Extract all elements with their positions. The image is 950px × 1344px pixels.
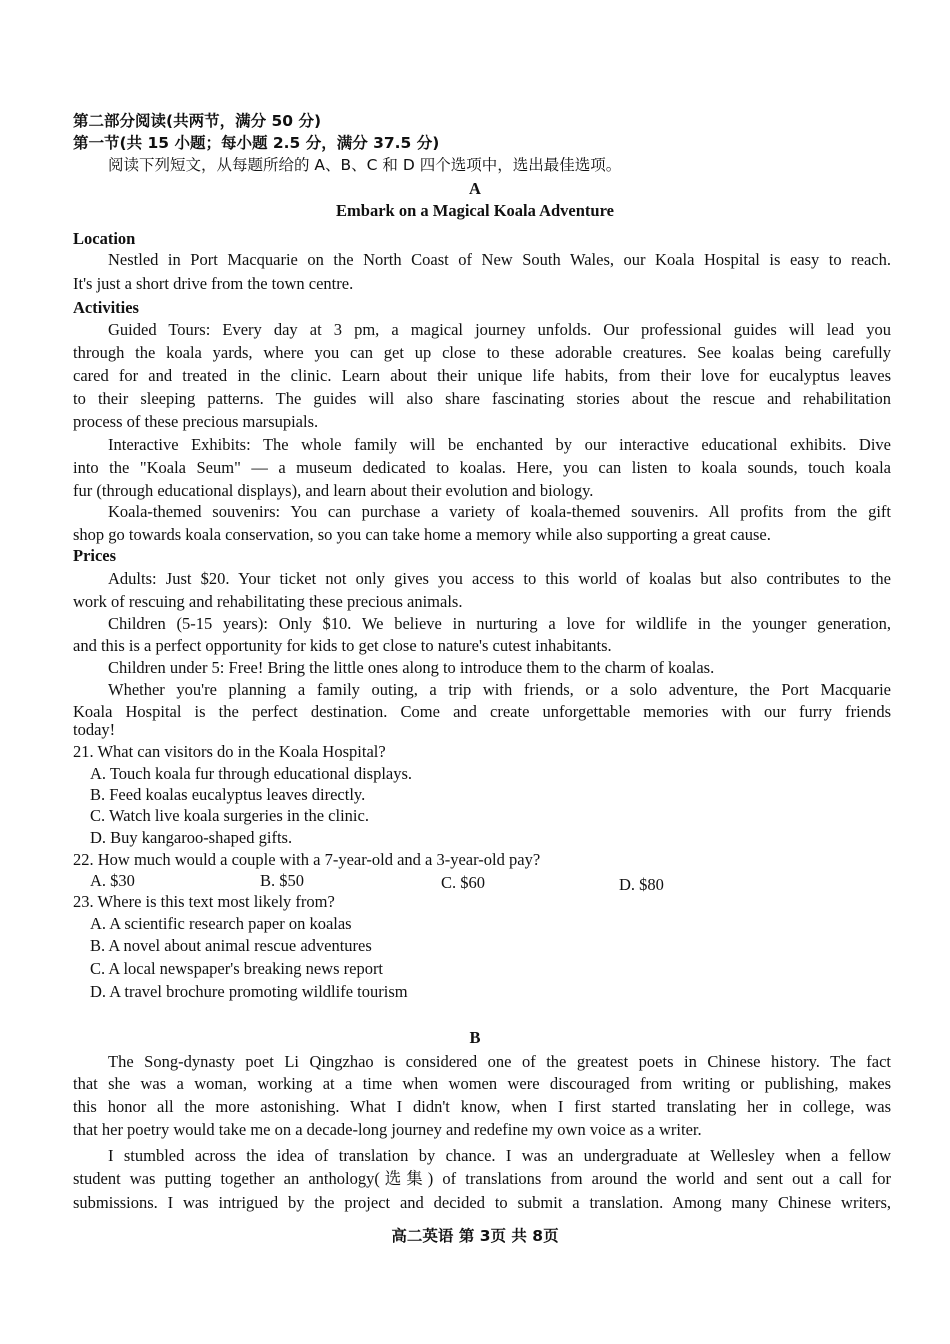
question-21-option: A. Touch koala fur through educational displays. <box>90 764 413 783</box>
question-23-option: C. A local newspaper's breaking news report <box>90 959 384 978</box>
location-line: Nestled in Port Macquarie on the North Coast of New South Wales, our Koala Hospital is easy to reach. <box>108 250 891 269</box>
passage-b-line: that she was a woman, working at a time when women were discouraged from writing or publishing, makes <box>73 1074 891 1093</box>
question-21-option: D. Buy kangaroo-shaped gifts. <box>90 828 293 847</box>
exhibits-line: fur (through educational displays), and learn about their evolution and biology. <box>73 481 594 500</box>
under5-line: Children under 5: Free! Bring the little ones along to introduce them to the charm of koalas. <box>108 658 715 677</box>
question-22-option: A. $30 <box>90 871 135 890</box>
location-heading: Location <box>73 229 136 248</box>
souvenir-line: shop go towards koala conservation, so you can take home a memory while also supporting a great cause. <box>73 525 771 544</box>
section-title: 第一节(共 15 小题；每小题 2.5 分，满分 37.5 分) <box>73 134 440 152</box>
exhibits-line: into the "Koala Seum" — a museum dedicated to koalas. Here, you can listen to koala sounds, touch koala <box>73 458 891 477</box>
passage-b-line: The Song-dynasty poet Li Qingzhao is considered one of the greatest poets in Chinese history. The fact <box>108 1052 891 1071</box>
guided-tours-line: through the koala yards, where you can get up close to these adorable creatures. See koalas being carefully <box>73 343 891 362</box>
guided-tours-line: Guided Tours: Every day at 3 pm, a magical journey unfolds. Our professional guides will lead you <box>108 320 891 339</box>
question-21-stem: 21. What can visitors do in the Koala Hospital? <box>73 742 386 761</box>
adults-line: work of rescuing and rehabilitating these precious animals. <box>73 592 463 611</box>
passage-b-line: this honor all the more astonishing. What I didn't know, when I first started translating her in college, was <box>73 1097 891 1116</box>
question-21-option: C. Watch live koala surgeries in the clinic. <box>90 806 369 825</box>
guided-tours-line: process of these precious marsupials. <box>73 412 319 431</box>
location-line: It's just a short drive from the town centre. <box>73 274 354 293</box>
closing-line: today! <box>73 720 116 739</box>
passage-b-line: I stumbled across the idea of translation by chance. I was an undergraduate at Wellesley when a fellow <box>108 1146 891 1165</box>
passage-b-letter: B <box>469 1028 481 1047</box>
adults-line: Adults: Just $20. Your ticket not only gives you access to this world of koalas but also contributes to the <box>108 569 891 588</box>
guided-tours-line: to their sleeping patterns. The guides will also share fascinating stories about the rescue and rehabilitation <box>73 389 891 408</box>
prices-heading: Prices <box>73 546 117 565</box>
passage-b-line: that her poetry would take me on a decade-long journey and redefine my own voice as a writer. <box>73 1120 702 1139</box>
exhibits-line: Interactive Exhibits: The whole family will be enchanted by our interactive educational exhibits. Dive <box>108 435 891 454</box>
question-23-option: D. A travel brochure promoting wildlife tourism <box>90 982 408 1001</box>
closing-line: Whether you're planning a family outing, a trip with friends, or a solo adventure, the Port Macquarie <box>108 680 891 699</box>
page-footer: 高二英语 第 3页 共 8页 <box>391 1227 559 1245</box>
question-23-option: B. A novel about animal rescue adventures <box>90 936 372 955</box>
question-21-option: B. Feed koalas eucalyptus leaves directly. <box>90 785 366 804</box>
question-23-stem: 23. Where is this text most likely from? <box>73 892 335 911</box>
passage-a-letter: A <box>469 179 481 198</box>
activities-heading: Activities <box>73 298 139 317</box>
instruction: 阅读下列短文，从每题所给的 A、B、C 和 D 四个选项中，选出最佳选项。 <box>108 156 622 174</box>
passage-a-title: Embark on a Magical Koala Adventure <box>336 201 614 220</box>
passage-b-line: submissions. I was intrigued by the project and decided to submit a translation. Among many Chinese writers, <box>73 1193 891 1212</box>
question-23-option: A. A scientific research paper on koalas <box>90 914 352 933</box>
passage-b-line: student was putting together an anthology(选集) of translations from around the world and sent out a call for <box>73 1169 891 1188</box>
question-22-option: C. $60 <box>441 873 486 892</box>
question-22-stem: 22. How much would a couple with a 7-year-old and a 3-year-old pay? <box>73 850 541 869</box>
children-line: Children (5-15 years): Only $10. We believe in nurturing a love for wildlife in the younger generation, <box>108 614 891 633</box>
question-22-option: B. $50 <box>260 871 305 890</box>
closing-line: Koala Hospital is the perfect destination. Come and create unforgettable memories with our furry friends <box>73 702 891 721</box>
part-title: 第二部分阅读(共两节，满分 50 分) <box>73 112 322 130</box>
question-22-option: D. $80 <box>619 875 664 894</box>
children-line: and this is a perfect opportunity for kids to get close to nature's cutest inhabitants. <box>73 636 612 655</box>
souvenir-line: Koala-themed souvenirs: You can purchase a variety of koala-themed souvenirs. All profits from the gift <box>108 502 891 521</box>
guided-tours-line: cared for and treated in the clinic. Learn about their unique life habits, from their love for eucalyptus leaves <box>73 366 891 385</box>
